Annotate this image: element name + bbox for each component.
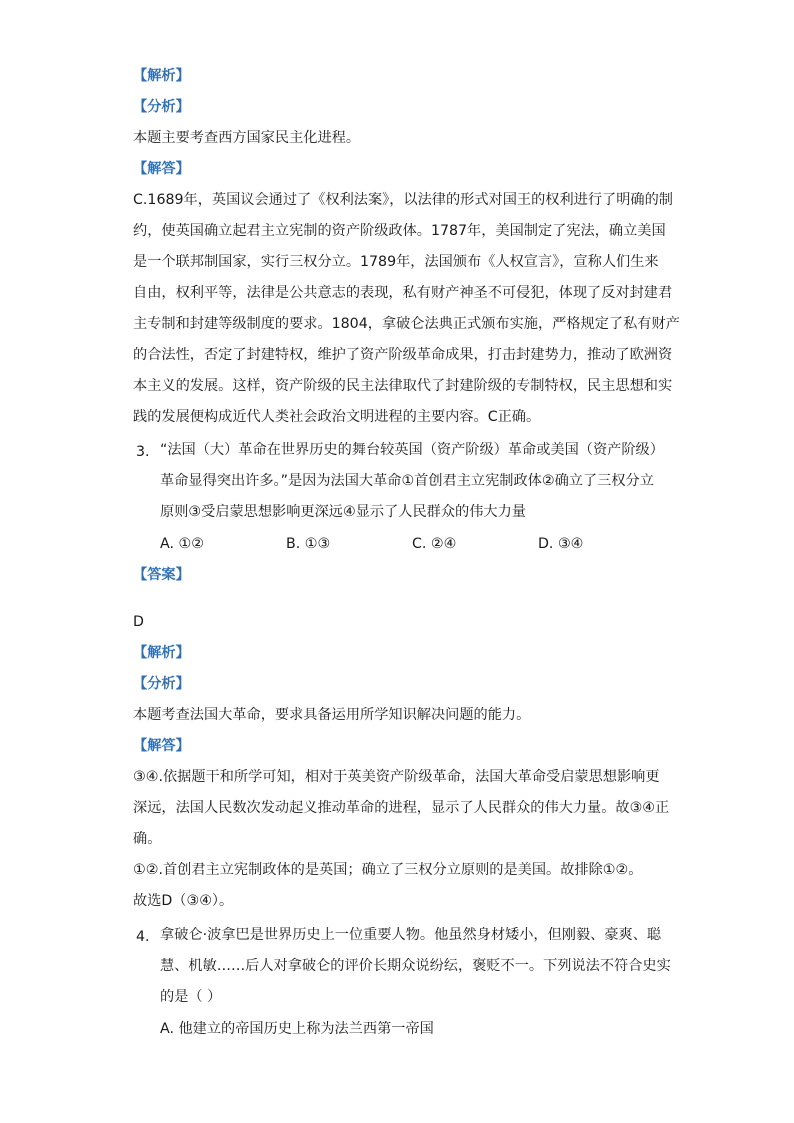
- option-d: D. ③④: [538, 536, 584, 552]
- question-line: 拿破仑·波拿巴是世界历史上一位重要人物。他虽然身材矮小，但刚毅、豪爽、聪: [160, 927, 662, 943]
- heading-jiexi: 【解析】: [133, 645, 190, 661]
- analysis-text: 本题考查法国大革命，要求具备运用所学知识解决问题的能力。: [133, 707, 531, 723]
- analysis-text: 本题主要考查西方国家民主化进程。: [133, 130, 361, 146]
- question-line: “法国（大）革命在世界历史的舞台较英国（资产阶级）革命或美国（资产阶级）: [160, 442, 664, 458]
- answer-line: 本主义的发展。这样，资产阶级的民主法律取代了封建阶级的专制特权，民主思想和实: [133, 378, 673, 394]
- question-line: 的是（ ）: [160, 989, 222, 1005]
- answer-line: 践的发展便构成近代人类社会政治文明进程的主要内容。C正确。: [133, 409, 541, 425]
- heading-jieda: 【解答】: [133, 161, 190, 177]
- answer-line: C.1689年，英国议会通过了《权利法案》，以法律的形式对国王的权利进行了明确的制: [133, 192, 673, 208]
- heading-fenxi: 【分析】: [133, 676, 190, 692]
- question-number: 3.: [136, 444, 150, 460]
- question-line: 革命显得突出许多。”是因为法国大革命①首创君主立宪制政体②确立了三权分立: [160, 473, 654, 489]
- heading-jiexi: 【解析】: [133, 68, 190, 84]
- question-line: 原则③受启蒙思想影响更深远④显示了人民群众的伟大力量: [160, 504, 526, 520]
- answer-line: 自由，权利平等，法律是公共意志的表现，私有财产神圣不可侵犯，体现了反对封建君: [133, 285, 673, 301]
- answer-line: 故选D（③④）。: [133, 893, 234, 909]
- answer-line: 主专制和封建等级制度的要求。1804，拿破仑法典正式颁布实施，严格规定了私有财产: [133, 316, 680, 332]
- answer-line: 约，使英国确立起君主立宪制的资产阶级政体。1787年，美国制定了宪法，确立美国: [133, 223, 666, 239]
- answer-line: ③④.依据题干和所学可知，相对于英美资产阶级革命，法国大革命受启蒙思想影响更: [133, 769, 660, 785]
- answer-line: 深远，法国人民数次发动起义推动革命的进程，显示了人民群众的伟大力量。故③④正: [133, 800, 670, 816]
- answer-value: D: [133, 614, 144, 630]
- answer-line: 确。: [133, 831, 162, 847]
- heading-fenxi: 【分析】: [133, 99, 190, 115]
- option-a: A. ①②: [160, 536, 204, 552]
- question-line: 慧、机敏……后人对拿破仑的评价长期众说纷纭，褒贬不一。下列说法不符合史实: [160, 958, 671, 974]
- option-c: C. ②④: [412, 536, 457, 552]
- answer-line: 是一个联邦制国家，实行三权分立。1789年，法国颁布《人权宣言》，宣称人们生来: [133, 254, 659, 270]
- heading-jieda: 【解答】: [133, 738, 190, 754]
- option-a: A. 他建立的帝国历史上称为法兰西第一帝国: [160, 1021, 434, 1037]
- answer-line: 的合法性，否定了封建特权，维护了资产阶级革命成果，打击封建势力，推动了欧洲资: [133, 347, 673, 363]
- heading-daan: 【答案】: [133, 567, 190, 583]
- question-number: 4.: [136, 929, 150, 945]
- answer-line: ①②.首创君主立宪制政体的是英国；确立了三权分立原则的是美国。故排除①②。: [133, 862, 643, 878]
- option-b: B. ①③: [286, 536, 331, 552]
